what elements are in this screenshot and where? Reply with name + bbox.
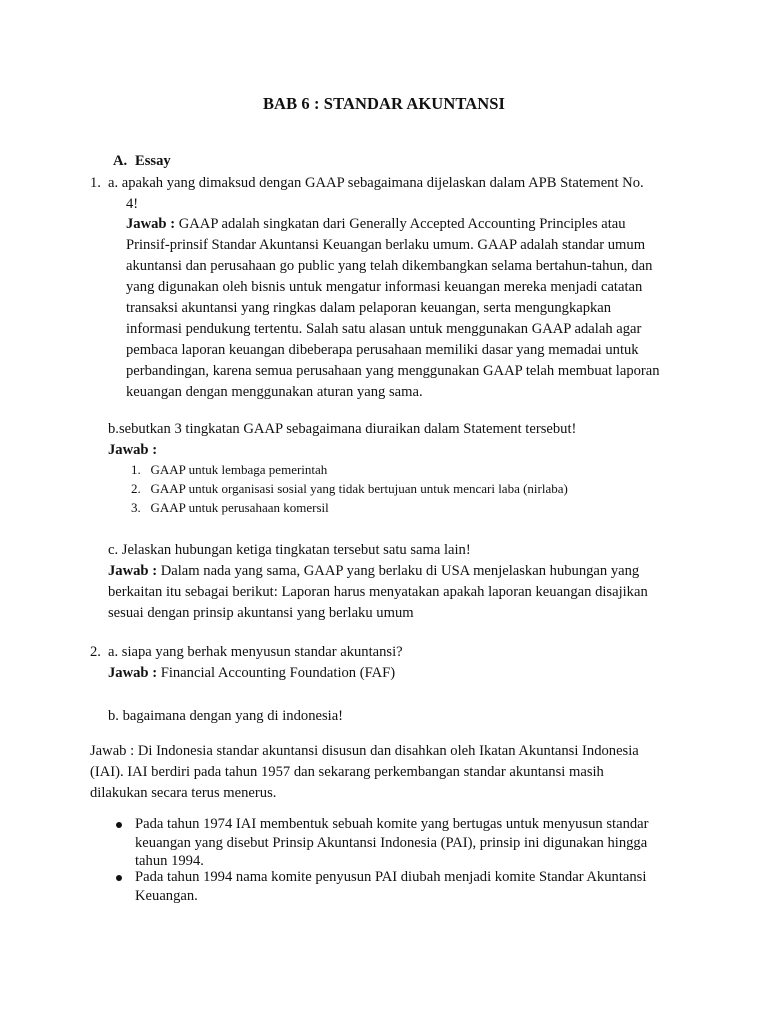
question-number: 1. — [90, 175, 101, 191]
answer-line: sesuai dengan prinsip akuntansi yang berlaku umum — [108, 605, 414, 621]
bullet-icon — [116, 875, 122, 881]
question-number: 2. — [90, 644, 101, 660]
q2b-answer — [90, 741, 639, 804]
q1b-question: b.sebutkan 3 tingkatan GAAP sebagaimana diuraikan dalam Statement tersebut! — [108, 421, 577, 437]
bullet-icon — [116, 822, 122, 828]
answer-line: berkaitan itu sebagai berikut: Laporan harus menyatakan apakah laporan keuangan disajikan — [108, 584, 648, 600]
answer-line: (IAI). IAI berdiri pada tahun 1957 dan sekarang perkembangan standar akuntansi masih — [90, 764, 604, 780]
q2b-question: b. bagaimana dengan yang di indonesia! — [108, 708, 344, 724]
gaap-level-list — [131, 460, 568, 517]
q1c-question: c. Jelaskan hubungan ketiga tingkatan tersebut satu sama lain! — [108, 542, 471, 558]
answer-line: informasi pendukung tertentu. Salah satu alasan untuk menggunakan GAAP adalah agar — [126, 321, 642, 337]
answer-line: yang digunakan oleh bisnis untuk mengatur informasi keuangan mereka menjadi catatan — [126, 279, 643, 295]
answer-text: Financial Accounting Foundation (FAF) — [160, 665, 396, 681]
answer-label: Jawab : — [126, 216, 176, 232]
answer-line: transaksi akuntansi yang ringkas dalam pelaporan keuangan, serta mengungkapkan — [126, 300, 612, 316]
q1a-answer — [126, 214, 660, 403]
answer-text: Dalam nada yang sama, GAAP yang berlaku di USA menjelaskan hubungan yang — [160, 563, 640, 579]
page-title: BAB 6 : STANDAR AKUNTANSI — [262, 94, 506, 113]
answer-line: perbandingan, karena semua perusahaan yang menggunakan GAAP telah membuat laporan — [126, 363, 660, 379]
answer-text: GAAP adalah singkatan dari Generally Accepted Accounting Principles atau — [178, 216, 626, 232]
list-item — [131, 498, 568, 517]
section-label: Essay — [135, 153, 171, 169]
list-item-text: GAAP untuk organisasi sosial yang tidak bertujuan untuk mencari laba (nirlaba) — [150, 481, 568, 496]
list-item-number: 2. — [131, 481, 141, 496]
section-marker: A. — [113, 153, 128, 169]
answer-label: Jawab : — [108, 665, 158, 681]
list-item-number: 3. — [131, 500, 141, 515]
list-item — [131, 460, 568, 479]
answer-line: pembaca laporan keuangan dibeberapa perusahaan memiliki dasar yang memadai untuk — [126, 342, 639, 358]
bullet-line: Pada tahun 1994 nama komite penyusun PAI diubah menjadi komite Standar Akuntansi — [135, 869, 647, 885]
answer-line: keuangan dengan menggunakan aturan yang sama. — [126, 384, 423, 400]
answer-line: Jawab : Di Indonesia standar akuntansi disusun dan disahkan oleh Ikatan Akuntansi Indonesia — [90, 743, 639, 759]
bullet-item — [135, 815, 649, 871]
q1a-question — [108, 173, 644, 215]
answer-label: Jawab : — [108, 442, 158, 458]
list-item-text: GAAP untuk lembaga pemerintah — [150, 462, 328, 477]
answer-line: dilakukan secara terus menerus. — [90, 785, 277, 801]
list-item-text: GAAP untuk perusahaan komersil — [150, 500, 329, 515]
bullet-item — [135, 868, 646, 905]
bullet-line: Keuangan. — [135, 887, 198, 904]
q1a-question-line: a. apakah yang dimaksud dengan GAAP sebagaimana dijelaskan dalam APB Statement No. — [108, 175, 644, 191]
q2a-answer — [108, 663, 395, 684]
bullet-line: keuangan yang disebut Prinsip Akuntansi Indonesia (PAI), prinsip ini digunakan hingga — [135, 834, 648, 851]
list-item-number: 1. — [131, 462, 141, 477]
bullet-line: tahun 1994. — [135, 853, 204, 869]
q1a-question-line: 4! — [126, 196, 139, 212]
q1c-answer — [108, 561, 648, 624]
bullet-line: Pada tahun 1974 IAI membentuk sebuah komite yang bertugas untuk menyusun standar — [135, 816, 649, 832]
q2a-question: a. siapa yang berhak menyusun standar akuntansi? — [108, 644, 403, 660]
answer-label: Jawab : — [108, 563, 158, 579]
list-item — [131, 479, 568, 498]
answer-line: Prinsif-prinsif Standar Akuntansi Keuangan berlaku umum. GAAP adalah standar umum — [126, 237, 646, 253]
answer-line: akuntansi dan perusahaan go public yang telah dikembangkan selama bertahun-tahun, dan — [126, 258, 653, 274]
